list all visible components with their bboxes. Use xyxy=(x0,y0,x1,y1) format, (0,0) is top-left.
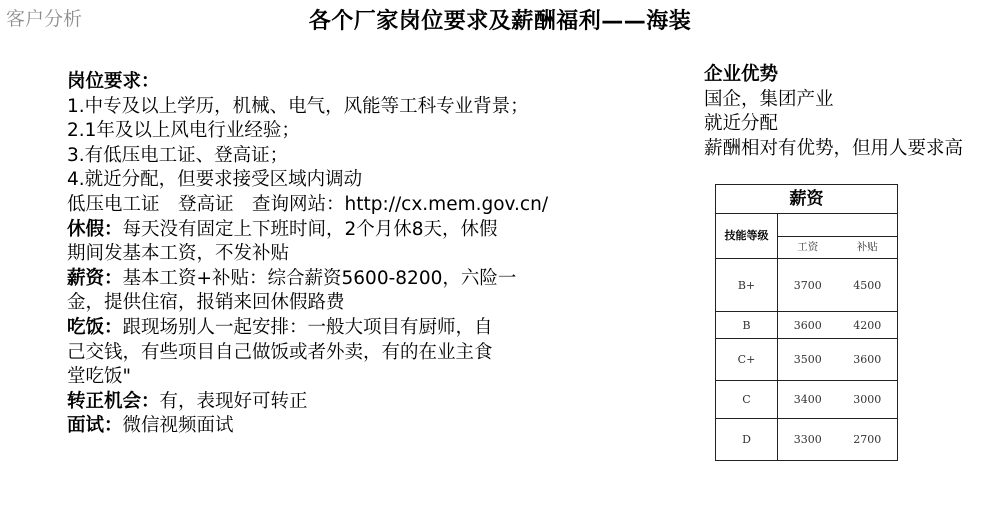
requirement-item: 2.1年及以上风电行业经验； xyxy=(67,120,300,142)
allowance-cell: 3600 xyxy=(853,353,882,366)
allowance-cell: 4200 xyxy=(853,318,882,332)
advantage-item: 薪酬相对有优势，但用人要求高 xyxy=(704,137,964,159)
requirement-item: 1.中专及以上学历，机械、电气，风能等工科专业背景； xyxy=(67,95,529,117)
table-row xyxy=(716,419,897,460)
base-cell: 3300 xyxy=(793,433,822,446)
allowance-cell: 2700 xyxy=(853,433,882,446)
interview-info xyxy=(67,414,607,439)
meals-text-cont: 己交钱，有些项目自己做饭或者外卖，有的在业主食 xyxy=(67,341,493,363)
level-cell: B+ xyxy=(716,259,778,311)
advantage-item: 国企，集团产业 xyxy=(704,88,834,110)
level-cell: D xyxy=(716,419,778,460)
requirement-item: 4.就近分配，但要求接受区域内调动 xyxy=(67,169,363,191)
salary-text: 基本工资+补贴：综合薪资5600-8200，六险一 xyxy=(122,267,517,289)
meals-text: 跟现场别人一起安排：一般大项目有厨师，自 xyxy=(122,316,493,338)
base-cell: 3600 xyxy=(793,318,822,332)
interview-label: 面试： xyxy=(67,415,123,437)
meals-label: 吃饭： xyxy=(67,316,123,338)
advantages-block xyxy=(704,63,963,161)
salary-table-header xyxy=(716,214,897,259)
allowance-cell: 3000 xyxy=(853,393,882,406)
salary-table xyxy=(715,184,898,461)
salary-label: 薪资： xyxy=(67,267,123,289)
base-cell: 3400 xyxy=(793,393,822,406)
meals-text-cont: 堂吃饭" xyxy=(67,366,132,388)
level-cell: C xyxy=(716,381,778,418)
requirements-heading: 岗位要求： xyxy=(67,71,160,92)
base-cell: 3700 xyxy=(793,278,822,292)
leave-text: 每天没有固定上下班时间，2个月休8天，休假 xyxy=(122,218,498,240)
level-header: 技能等级 xyxy=(716,214,778,258)
regularization-info xyxy=(67,390,607,415)
section-label: 客户分析 xyxy=(6,8,83,30)
leave-label: 休假： xyxy=(67,218,123,240)
table-row xyxy=(716,312,897,339)
advantage-item: 就近分配 xyxy=(704,113,779,134)
table-row xyxy=(716,381,897,419)
level-cell: C+ xyxy=(716,339,778,380)
table-row xyxy=(716,259,897,312)
salary-subheader xyxy=(778,236,897,259)
requirement-item: 3.有低压电工证、登高证； xyxy=(67,144,289,166)
allowance-cell: 4500 xyxy=(853,278,882,292)
base-header: 工资 xyxy=(797,241,819,253)
base-cell: 3500 xyxy=(793,353,822,366)
regularization-text: 有，表现好可转正 xyxy=(159,390,308,412)
salary-info xyxy=(67,267,607,292)
regularization-label: 转正机会： xyxy=(67,390,160,412)
level-cell: B xyxy=(716,312,778,338)
leave-text-cont: 期间发基本工资，不发补贴 xyxy=(67,243,290,265)
advantages-heading: 企业优势 xyxy=(704,64,779,85)
leave-info xyxy=(67,218,607,243)
allowance-header: 补贴 xyxy=(856,241,878,253)
requirement-item: 低压电工证 登高证 查询网站：http://cx.mem.gov.cn/ xyxy=(67,193,549,215)
requirements-block xyxy=(67,70,607,439)
table-row xyxy=(716,339,897,381)
salary-table-caption: 薪资 xyxy=(716,185,897,214)
page-title: 各个厂家岗位要求及薪酬福利——海装 xyxy=(308,9,692,34)
meals-info xyxy=(67,316,607,341)
salary-text-cont: 金，提供住宿，报销来回休假路费 xyxy=(67,292,345,314)
interview-text: 微信视频面试 xyxy=(122,415,234,437)
